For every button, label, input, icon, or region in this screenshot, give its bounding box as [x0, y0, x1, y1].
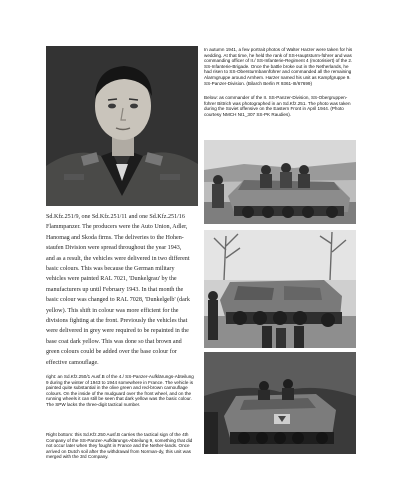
halftrack-photo-france [204, 230, 356, 348]
bittrich-caption: Below: as commander of the II. SS-Panzer-Division, SS-Obergruppen-führer Bittrich was photographed in an Sd.Kfz.251. The photo was taken during the Soviet offensive on the Eastern Front in April 1944. (Photo courtesy NMCH NI1_307 SS-PK Raudies). [204, 95, 351, 117]
tactical-sign-caption: Right bottom: this Sd.Kfz.250 Ausf.B carries the tactical sign of the 4th Company of the SS-Panzer-Aufklärungs-Abteilung 9, something that did not occur later when they fought in France and the Nether-lands. Once arrived on Dutch soil after the withdrawal from Norman-dy, this unit was merged with the 3rd Company. [46, 432, 193, 460]
halftrack-photo-bittrich [204, 140, 356, 224]
body-text: Sd.Kfz.251/9, one Sd.Kfz.251/11 and one Sd.Kfz.251/16 Flammpanzer. The producers were the Auto Union, Adler, Hanomag and Skoda firms. The deliveries to the Hohen-staufen Division were spread throughout the year 1943, and as a result, the vehicles were delivered in two different basic colours. This was because the German military vehicles were painted RAL 7021, 'Dunkelgrau' by the manufacturers up until February 1943. In that month the basic colour was changed to RAL 7028, 'Dunkelgelb' (dark yellow). This shift in colour was more efficient for the divisions fighting at the front. Previously the vehicles that were delivered in grey were required to be repainted in the base coat dark yellow. This was done so that brown and green colours could be added over the base colour for effective camouflage. [46, 214, 190, 366]
portrait-photo [46, 46, 198, 206]
portrait-caption: In autumn 1941, a few portrait photos of Walter Harzer were taken for his wedding. At that time, he held the rank of SS-Hauptsturm-führer and was commanding officer of II./ SS-Infanterie-Regiment 4 (motorisiert) of the 2. SS-Infanterie-Brigade. Once the battle broke out in the Netherlands, he had risen to SS-Obersturmbannführer and commanded all the remaining Alarmgruppe around Arnhem. Harzer named his unit as Kampfgruppe 9. SS-Panzer-Division. (Bilarch Berlin R 9361-III/67699) [204, 47, 353, 86]
halftrack-france-caption: right: an Sd.Kfz.250/1 Ausf.B of the 4./ SS-Panzer-Aufklärungs-Abteilung 9 during the winter of 1943 to 1944 somewhere in France. The vehicle is painted quite substantial in the olive green and red-brown camouflage colours. On the inside of the mudguard over the front wheel, and on the running wheels it can still be seen that dark yellow was the basic colour. The SPW lacks the three-digit tactical number. [46, 374, 194, 407]
halftrack-photo-tactical-sign [204, 352, 356, 454]
